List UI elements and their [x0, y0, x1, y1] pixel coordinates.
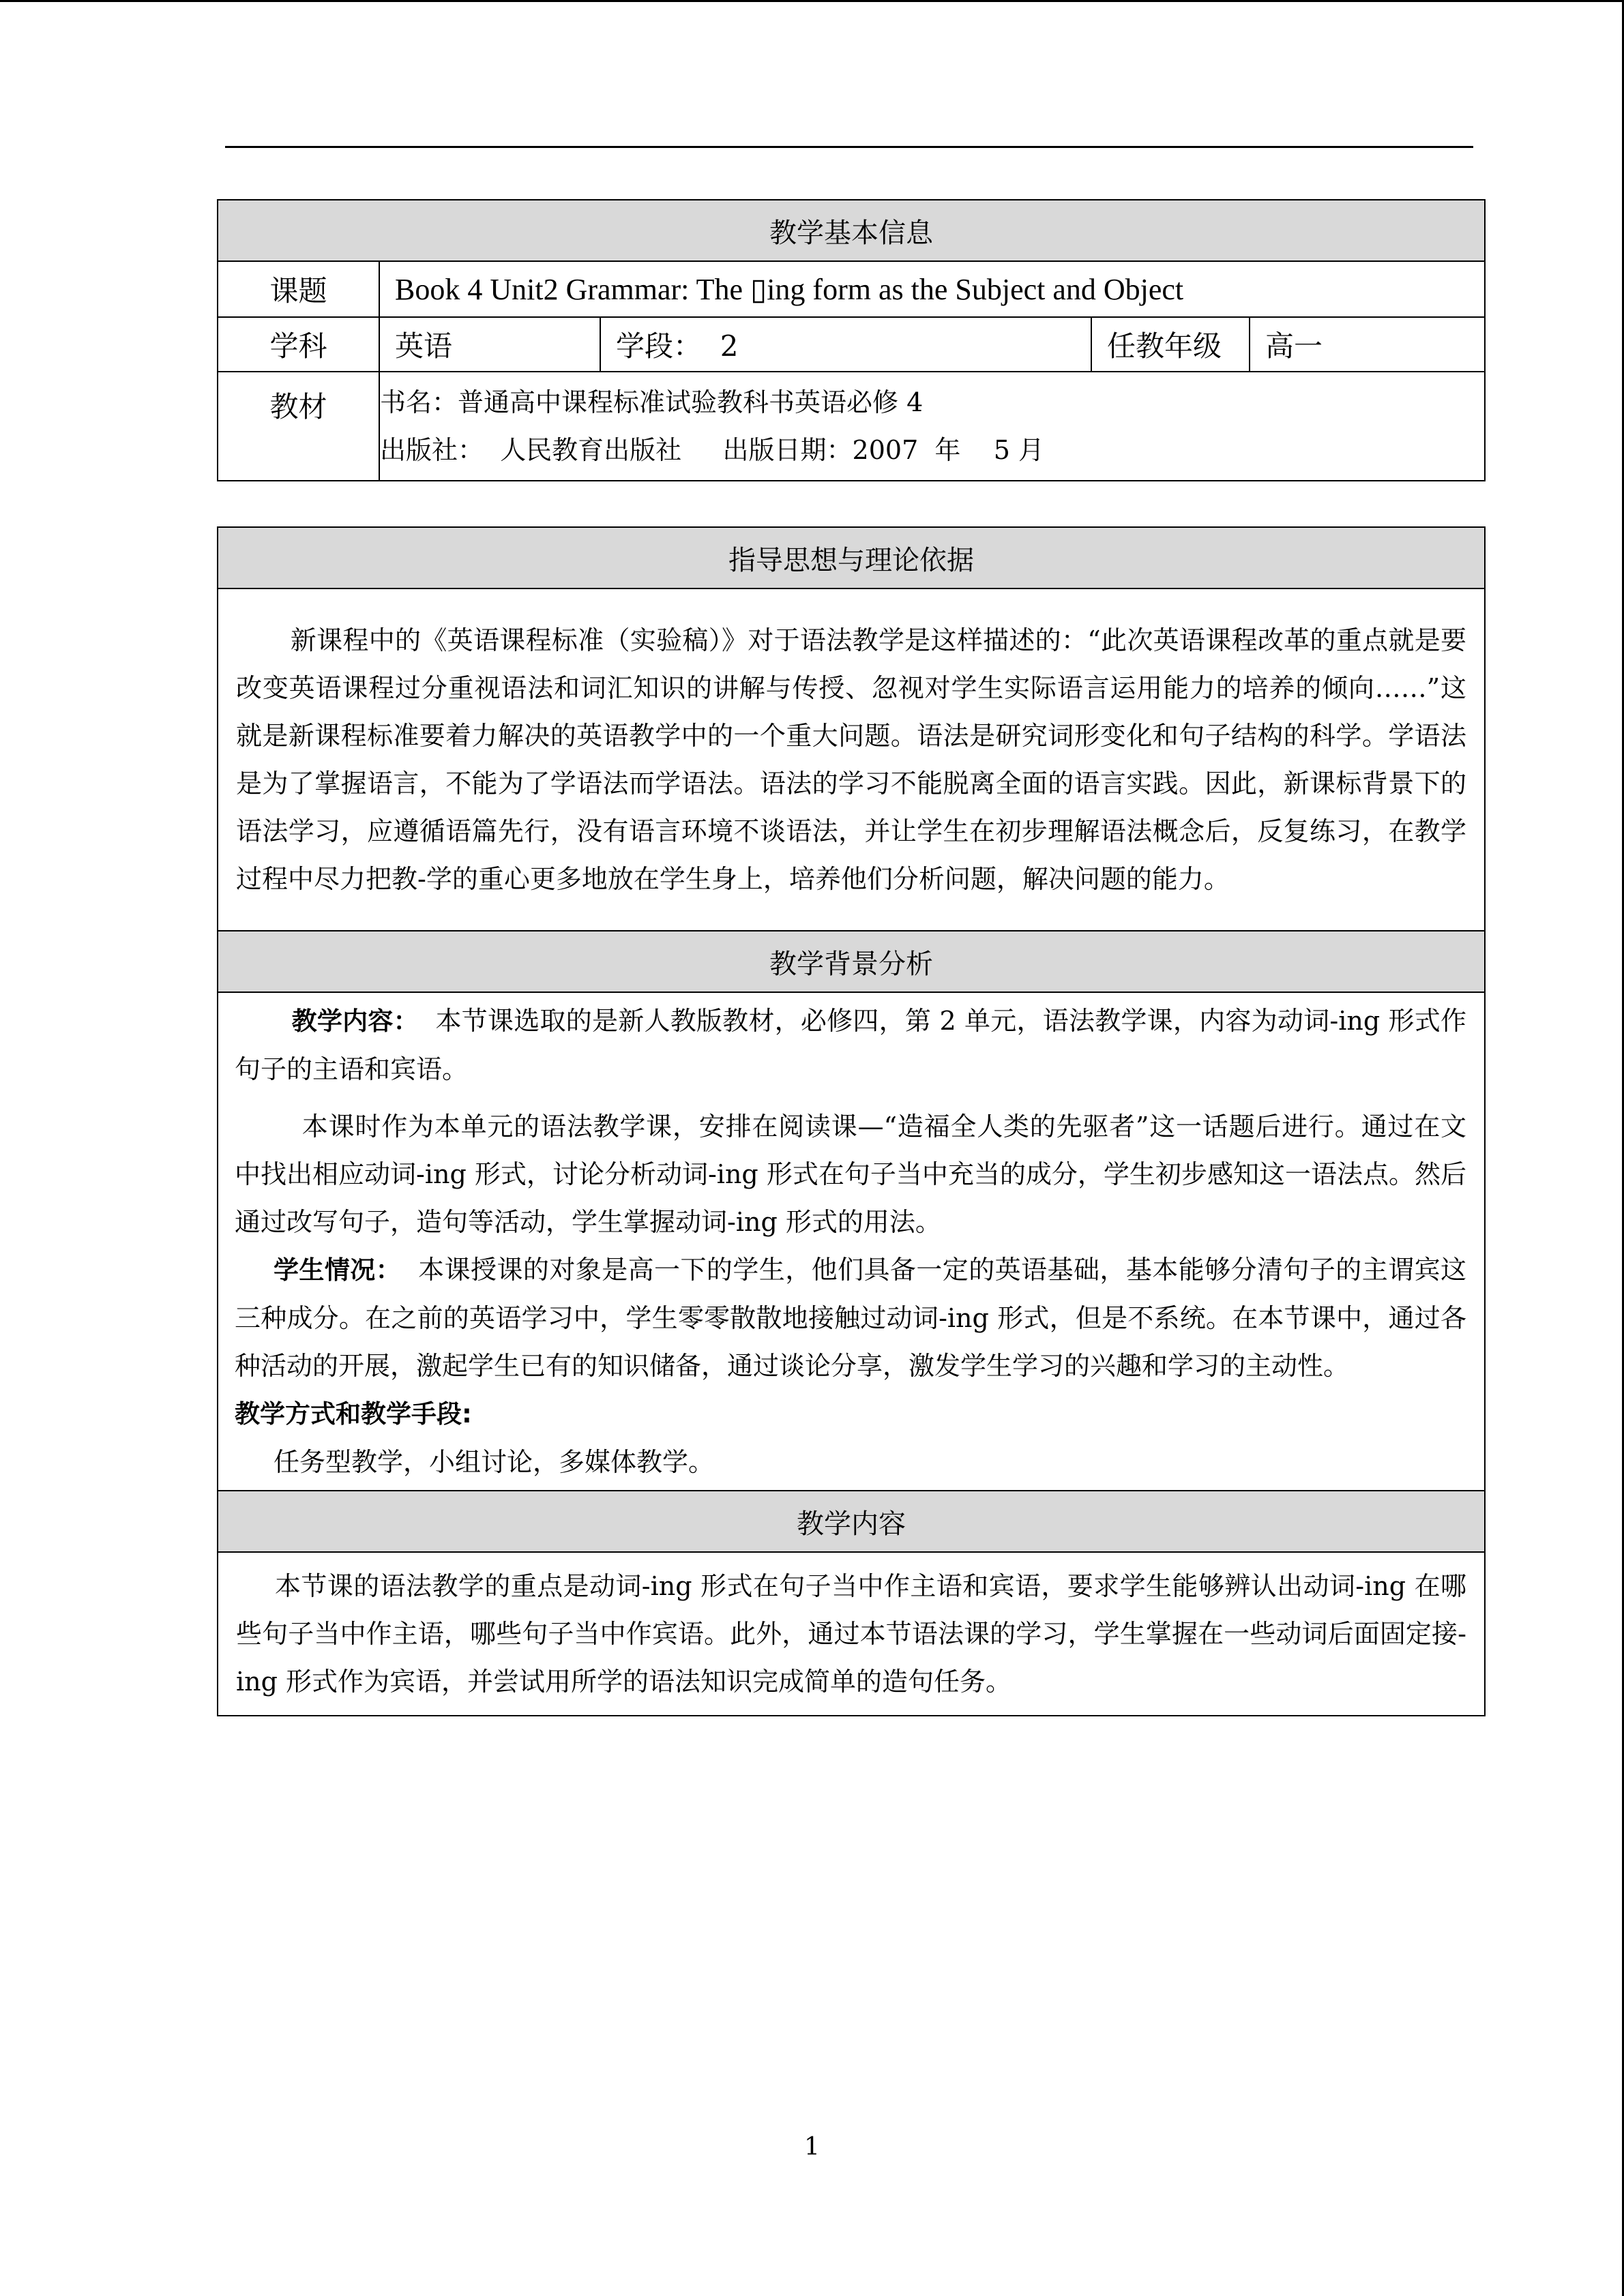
background-body [218, 992, 1485, 1491]
guiding-title: 指导思想与理论依据 [218, 527, 1485, 588]
page-top-border [0, 0, 1624, 2]
guiding-paragraph: 新课程中的《英语课程标准（实验稿）》对于语法教学是这样描述的：“此次英语课程改革的重点就是要改变英语课程过分重视语法和词汇知识的讲解与传授、忽视对学生实际语言运用能力的培养的倾向……”这就是新课程标准要着力解决的英语教学中的一个重大问题。语法是研究词形变化和句子结构的科学。学语法是为了掌握语言，不能为了学语法而学语法。语法的学习不能脱离全面的语言实践。因此，新课标背景下的语法学习，应遵循语篇先行，没有语言环境不谈语法，并让学生在初步理解语法概念后，反复练习，在教学过程中尽力把教-学的重心更多地放在学生身上，培养他们分析问题，解决问题的能力。 [236, 625, 1466, 894]
stage-cell [600, 317, 1091, 372]
subject-label: 学科 [218, 317, 379, 372]
content-text: 本节课选取的是新人教版教材，必修四，第 2 单元，语法教学课，内容为动词-ing 形式作句子的主语和宾语。 [235, 1006, 1467, 1084]
method-label: 教学方式和教学手段: [235, 1399, 472, 1429]
method-text: 任务型教学，小组讨论，多媒体教学。 [274, 1447, 715, 1477]
page-number: 1 [804, 2133, 820, 2161]
teaching-content-body [218, 1552, 1485, 1716]
method-heading [235, 1390, 1466, 1438]
basic-info-title: 教学基本信息 [218, 200, 1485, 261]
topic-value: Book 4 Unit2 Grammar: The ▯ing form as the Subject and Object [379, 261, 1485, 317]
subject-value: 英语 [379, 317, 600, 372]
teaching-content-paragraph: 本节课的语法教学的重点是动词-ing 形式在句子当中作主语和宾语，要求学生能够辨认出动词-ing 在哪些句子当中作主语，哪些句子当中作宾语。此外，通过本节语法课的学习，学生掌握在一些动词后面固定接-ing 形式作为宾语，并尝试用所学的语法知识完成简单的造句任务。 [236, 1571, 1466, 1697]
teaching-content-title: 教学内容 [218, 1491, 1485, 1552]
publisher-line: 出版社： 人民教育出版社 出版日期：2007 年 5 月 [380, 435, 1044, 465]
guiding-body [218, 588, 1485, 931]
analysis-table [217, 526, 1486, 1716]
textbook-info [379, 372, 1485, 481]
topic-label: 课题 [218, 261, 379, 317]
header-rule [225, 146, 1473, 148]
content-label: 教学内容： [291, 1007, 419, 1036]
stage-label: 学段： [616, 329, 703, 363]
textbook-label: 教材 [218, 372, 379, 481]
basic-info-table [217, 199, 1486, 481]
student-label: 学生情况： [274, 1255, 402, 1285]
student-paragraph [235, 1246, 1466, 1390]
grade-label: 任教年级 [1091, 317, 1250, 372]
book-name-line: 书名：普通高中课程标准试验教科书英语必修 4 [380, 387, 924, 417]
background-title: 教学背景分析 [218, 931, 1485, 992]
content-paragraph [235, 997, 1466, 1093]
grade-value: 高一 [1250, 317, 1485, 372]
arrangement-paragraph: 本课时作为本单元的语法教学课，安排在阅读课—“造福全人类的先驱者”这一话题后进行。通过在文中找出相应动词-ing 形式，讨论分析动词-ing 形式在句子当中充当的成分，学生初步感知这一语法点。然后通过改写句子，造句等活动，学生掌握动词-ing 形式的用法。 [235, 1112, 1466, 1237]
stage-value: 2 [720, 329, 739, 363]
student-text: 本课授课的对象是高一下的学生，他们具备一定的英语基础，基本能够分清句子的主谓宾这三种成分。在之前的英语学习中，学生零零散散地接触过动词-ing 形式，但是不系统。在本节课中，通过各种活动的开展，激起学生已有的知识储备，通过谈论分享，激发学生学习的兴趣和学习的主动性。 [235, 1255, 1466, 1381]
